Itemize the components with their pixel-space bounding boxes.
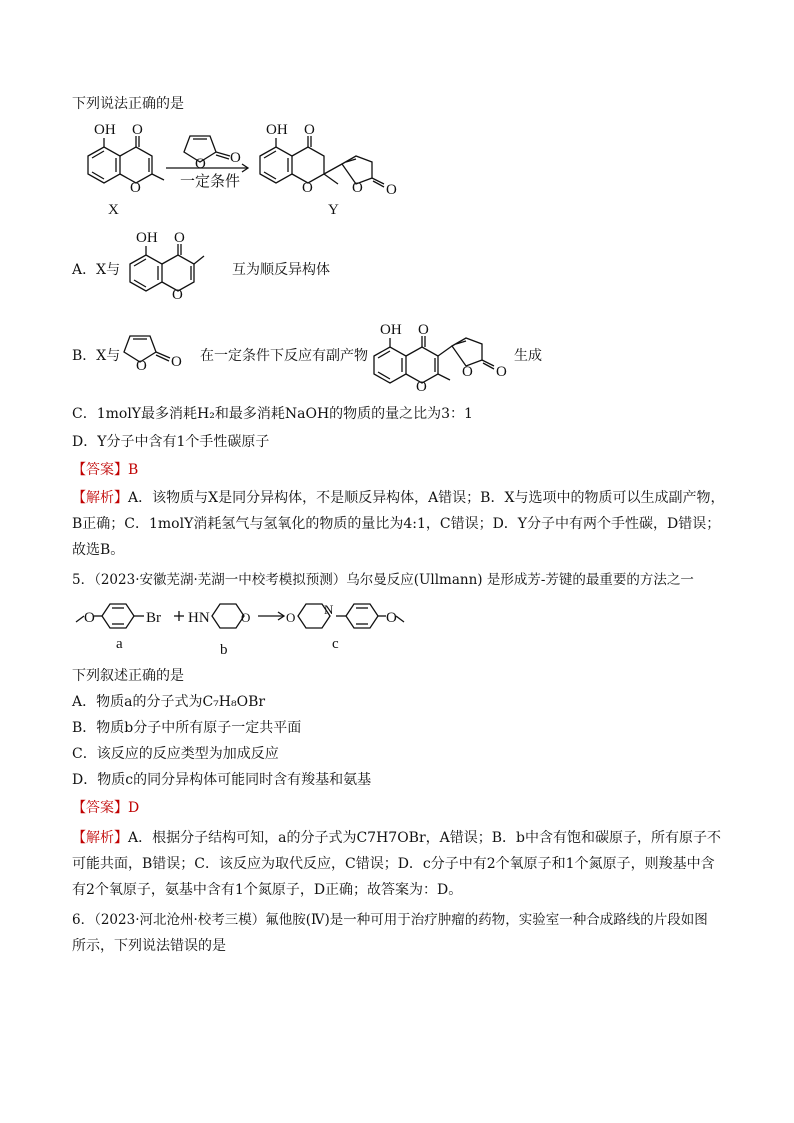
x-ring-o-label: O [130, 180, 141, 196]
x-oh-label: OH [94, 122, 116, 138]
option-a-prefix: A．X与 [72, 262, 121, 278]
q5-answer-line [72, 798, 139, 818]
c-ome-o-label: O [386, 610, 397, 626]
opt-a-oh-label: OH [136, 230, 158, 246]
opt-b-furanone-co-label: O [171, 354, 182, 370]
option-b [72, 346, 120, 366]
opt-b-ring-o-label: O [416, 379, 427, 395]
q5-option-a: A．物质a的分子式为C₇H₈OBr [72, 694, 266, 710]
x-label: X [108, 202, 119, 218]
analysis-line-2: B正确；C．1molY消耗氢气与氢氧化的物质的量比为4:1，C错误；D．Y分子中有两个手性碳，D错误； [72, 516, 721, 532]
b-hn-label: HN [188, 610, 210, 626]
ullmann-scheme [70, 592, 430, 656]
opt-a-carbonyl-o-label: O [174, 230, 185, 246]
option-b-byproduct [368, 318, 518, 395]
label-a: a [116, 636, 123, 652]
y-furan-o-label: O [352, 180, 363, 196]
answer-value: B [128, 462, 139, 478]
x-carbonyl-o-label: O [132, 122, 143, 138]
q5-analysis-text-1: A．根据分子结构可知，a的分子式为C7H7OBr，A错误；B．b中含有饱和碳原子，所有原子不 [128, 830, 722, 846]
y-furan-carbonyl-o-label: O [386, 182, 397, 198]
analysis-line-3: 故选B。 [72, 542, 125, 558]
c-n-label: N [324, 602, 334, 617]
opt-b-furanone-o-label: O [136, 358, 147, 374]
furanone-carbonyl-o-label: O [230, 150, 241, 166]
y-carbonyl-o-label: O [304, 122, 315, 138]
option-d: D．Y分子中含有1个手性碳原子 [72, 434, 270, 450]
b-o-label: O [241, 610, 251, 625]
opt-b-furan-co-label: O [496, 364, 507, 380]
question-prompt: 下列说法正确的是 [72, 96, 184, 112]
option-b-middle: 在一定条件下反应有副产物 [200, 348, 368, 364]
a-o-label: O [84, 610, 95, 626]
q5-analysis-line-3: 有2个氧原子，氨基中含有1个氮原子，D正确；故答案为：D。 [72, 882, 463, 898]
analysis-label: 【解析】 [72, 490, 128, 506]
q5-answer-label: 【答案】 [72, 800, 128, 816]
q5-option-c: C．该反应的反应类型为加成反应 [72, 746, 279, 762]
option-b-suffix: 生成 [514, 348, 542, 364]
q5-answer-value: D [128, 800, 140, 816]
a-br-label: Br [146, 610, 161, 626]
label-b: b [220, 642, 228, 658]
analysis-line-1 [72, 488, 724, 508]
option-b-prefix: B．X与 [72, 348, 121, 364]
q5-analysis-label: 【解析】 [72, 830, 128, 846]
analysis-text-1: A．该物质与X是同分异构体，不是顺反异构体，A错误；B．X与选项中的物质可以生成副产物， [128, 490, 725, 506]
label-c: c [332, 636, 339, 652]
opt-b-oh-label: OH [380, 322, 402, 338]
q5-header: 5．（2023·安徽芜湖·芜湖一中校考模拟预测）乌尔曼反应(Ullmann) 是形成芳-芳键的最重要的方法之一 [72, 572, 694, 588]
option-a-structure [124, 226, 224, 303]
q5-prompt: 下列叙述正确的是 [72, 668, 184, 684]
answer-line [72, 460, 138, 480]
opt-a-ring-o-label: O [172, 287, 183, 303]
y-oh-label: OH [266, 122, 288, 138]
reaction-scheme-x-to-y [60, 118, 420, 218]
answer-label: 【答案】 [72, 462, 128, 478]
furanone-o-label: O [195, 156, 206, 172]
q5-analysis-line-2: 可能共面，B错误；C．该反应为取代反应，C错误；D．c分子中有2个氧原子和1个氮原子，则羧基中含 [72, 856, 715, 872]
option-b-furanone [124, 332, 194, 376]
reaction-condition: 一定条件 [180, 174, 241, 190]
q5-analysis-line-1 [72, 828, 721, 848]
y-ring-o-label: O [302, 180, 313, 196]
option-a [72, 260, 120, 280]
q6-line-2: 所示，下列说法错误的是 [72, 938, 226, 954]
q5-option-b: B．物质b分子中所有原子一定共平面 [72, 720, 302, 736]
option-c: C．1molY最多消耗H₂和最多消耗NaOH的物质的量之比为3：1 [72, 406, 473, 422]
opt-b-furan-o-label: O [462, 364, 473, 380]
c-o-label: O [286, 610, 296, 625]
y-label: Y [328, 202, 339, 218]
q5-option-d: D．物质c的同分异构体可能同时含有羧基和氨基 [72, 772, 372, 788]
q6-line-1: 6．（2023·河北沧州·校考三模）氟他胺(Ⅳ)是一种可用于治疗肿瘤的药物，实验室一种合成路线的片段如图 [72, 912, 708, 928]
opt-b-carbonyl-o-label: O [418, 322, 429, 338]
option-a-suffix: 互为顺反异构体 [232, 262, 330, 278]
